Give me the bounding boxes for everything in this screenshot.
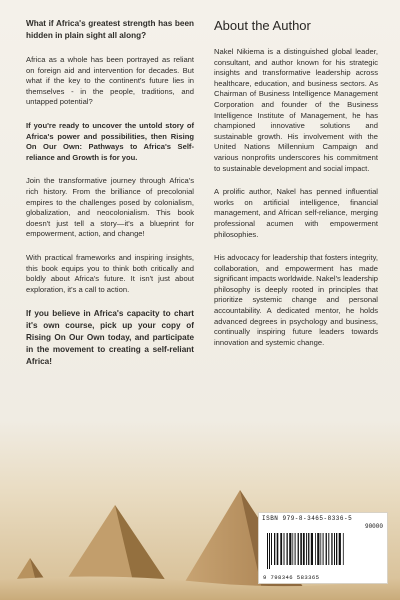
barcode-bar (274, 533, 275, 565)
barcode-bar (298, 533, 299, 565)
barcode-bar (303, 533, 305, 565)
blurb-column (26, 18, 194, 381)
barcode-bar (280, 533, 282, 565)
barcode-bar (287, 533, 288, 565)
barcode-bar (343, 533, 344, 565)
barcode-bar (311, 533, 313, 565)
barcode-bar (271, 533, 272, 565)
barcode-panel (258, 512, 388, 584)
barcode-bar (326, 533, 327, 565)
blurb-call-to-action: If you believe in Africa's capacity to chart it's own course, pick up your copy of Rising On Our Own today, and participate in the movement to creating a self-reliant Africa! (26, 309, 194, 367)
barcode-bar (306, 533, 307, 565)
about-author-column (214, 18, 378, 361)
barcode-bar (277, 533, 279, 565)
author-bio-paragraph-1: Nakel Nikiema is a distinguished global leader, consultant, and author known for his strategic insights and transformative leadership across healthcare, education, and business sectors. As Chairman of Business Intelligence Management Corporation and founder of the Business Intelligence Institute of Management, he has championed innovative solutions and sustainable growth. His involvement with the United Nations Millennium Campaign and various nonprofits underscores his commitment to sustainable development and social impact. (214, 47, 378, 173)
blurb-paragraph-3: Join the transformative journey through Africa's rich history. From the brilliance of precolonial empires to the challenges posed by colonialism, globalization, and neocolonialism. This book doesn't just tell a story—it's a blueprint for empowerment, action, and change! (26, 176, 194, 239)
blurb-paragraph-1: Africa as a whole has been portrayed as reliant on foreign aid and intervention for decades. But what if the key to the continent's future lies in themselves - in the people, traditions, and untapped potential? (26, 55, 194, 107)
barcode-bar (336, 533, 337, 565)
barcode-bar (269, 533, 270, 569)
barcode-bar (331, 533, 332, 565)
barcode-bar (292, 533, 293, 565)
barcode-bar (328, 533, 329, 565)
blurb-paragraph-4: With practical frameworks and inspiring insights, this book equips you to think both critically and boldly about Africa's future. It isn't just about exploration, it's a call to action. (26, 252, 194, 294)
barcode-bar (323, 533, 324, 565)
barcode-bar (267, 533, 268, 569)
author-bio-paragraph-3: His advocacy for leadership that fosters integrity, collaboration, and empowerment has made significant impacts worldwide. Nakel's leadership philosophy is deeply rooted in principles that prioritize systemic change and personal accountability. A dedicated mentor, he holds advanced degrees in psychology and business, continually inspiring future leaders towards innovation and systemic change. (214, 253, 378, 347)
isbn-text: ISBN 979-8-3465-8336-5 (262, 515, 353, 522)
barcode-bar (284, 533, 285, 565)
barcode-bar (295, 533, 296, 565)
barcode-bar (300, 533, 302, 565)
author-bio-paragraph-2: A prolific author, Nakel has penned influential works on artificial intelligence, financial management, and African self-reliance, merging professional acumen with empowerment philosophies. (214, 187, 378, 239)
blurb-paragraph-2: If you're ready to uncover the untold story of Africa's power and possibilities, then Rising On Our Own: Pathways to Africa's Self-reliance and Growth is for you. (26, 120, 194, 162)
barcode-digits: 9 798346 583365 (263, 574, 320, 581)
barcode-bar (315, 533, 316, 565)
barcode-bar (317, 533, 319, 565)
price-code: 90000 (364, 523, 383, 530)
barcode-bar (320, 533, 321, 565)
barcode-bar (334, 533, 335, 565)
about-author-heading: About the Author (214, 18, 311, 33)
barcode-bar (339, 533, 341, 565)
blurb-question: What if Africa's greatest strength has been hidden in plain sight all along? (26, 19, 194, 40)
barcode-bar (308, 533, 309, 565)
barcode-bars (265, 533, 381, 569)
barcode-bar (289, 533, 291, 565)
